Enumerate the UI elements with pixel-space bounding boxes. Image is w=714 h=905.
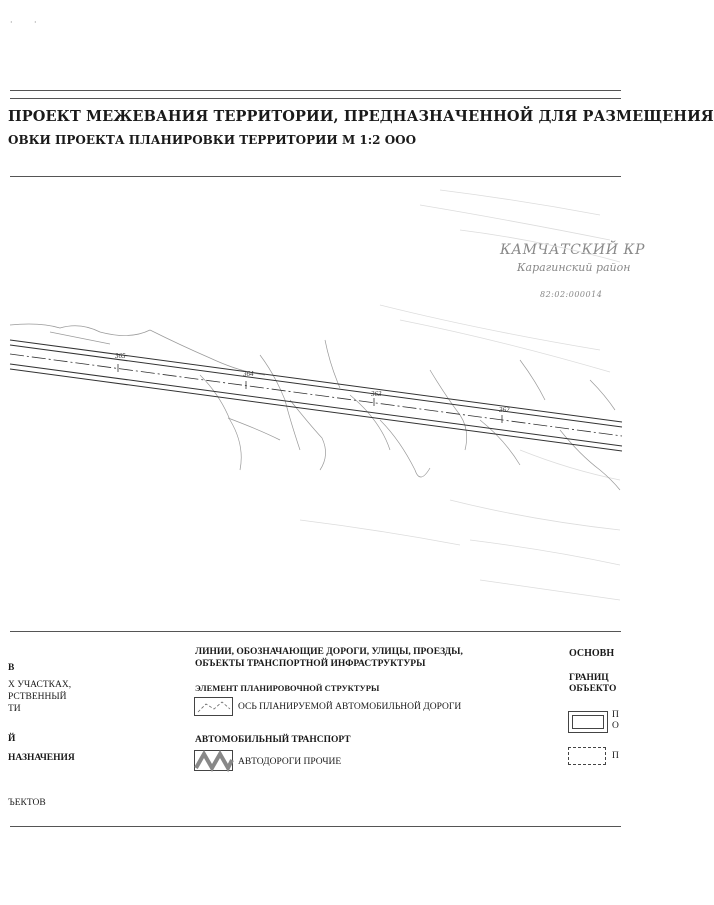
boundary-dashed-symbol — [568, 747, 606, 765]
region-label: КАМЧАТСКИЙ КР — [500, 242, 646, 258]
legend-right-subheading-line2: ОБЪЕКТО — [569, 684, 617, 694]
picket-ticks — [118, 364, 502, 423]
district-label: Карагинский район — [517, 261, 631, 274]
legend-right-item2-label: П — [612, 751, 619, 761]
legend-left-line6: НАЗНАЧЕНИЯ — [8, 753, 75, 763]
legend-other-roads-label: АВТОДОРОГИ ПРОЧИЕ — [238, 757, 342, 767]
road-axis-symbol — [194, 697, 234, 717]
stream-lines — [10, 324, 620, 490]
picket-label: 365 — [115, 352, 126, 360]
terrain-contours — [300, 190, 620, 600]
frame-line-header-bottom — [10, 176, 621, 177]
legend-road-axis-label: ОСЬ ПЛАНИРУЕМОЙ АВТОМОБИЛЬНОЙ ДОРОГИ — [238, 702, 462, 712]
road-axis-line — [10, 354, 622, 436]
frame-line-top — [10, 90, 621, 91]
legend-left-line3: РСТВЕННЫЙ — [8, 692, 67, 702]
legend-right-item1-line1: П — [612, 710, 619, 720]
picket-label: 364 — [243, 370, 254, 378]
legend-planning-structure-heading: ЭЛЕМЕНТ ПЛАНИРОВОЧНОЙ СТРУКТУРЫ — [195, 683, 380, 693]
map-canvas — [0, 180, 639, 625]
frame-line-bottom — [10, 826, 621, 827]
legend-right-item1-line2: О — [612, 721, 619, 731]
frame-line-top-inner — [10, 98, 621, 99]
boundary-solid-symbol — [568, 711, 608, 733]
legend-roads-heading-line2: ОБЪЕКТЫ ТРАНСПОРТНОЙ ИНФРАСТРУКТУРЫ — [195, 659, 426, 669]
legend-left-line5: Й — [8, 734, 16, 744]
picket-label: 362 — [499, 406, 510, 414]
scan-mark: · — [34, 18, 37, 27]
other-roads-symbol — [194, 750, 234, 772]
legend-road-transport-heading: АВТОМОБИЛЬНЫЙ ТРАНСПОРТ — [195, 735, 351, 745]
picket-label: 363 — [371, 390, 382, 398]
legend-right-heading: ОСНОВН — [569, 648, 615, 659]
road-edges — [10, 340, 622, 451]
legend-left-line4: ТИ — [8, 704, 21, 714]
legend-left-line1: В — [8, 663, 15, 673]
legend-left-line2: Х УЧАСТКАХ, — [8, 680, 72, 690]
drawing-title-line1: ПРОЕКТ МЕЖЕВАНИЯ ТЕРРИТОРИИ, ПРЕДНАЗНАЧЕННОЙ ДЛЯ РАЗМЕЩЕНИЯ — [8, 108, 714, 125]
scan-mark: · — [10, 18, 13, 27]
legend-left-line7: ЪЕКТОВ — [8, 798, 46, 808]
cadastral-number: 82:02:000014 — [540, 290, 603, 299]
drawing-title-line2: ОВКИ ПРОЕКТА ПЛАНИРОВКИ ТЕРРИТОРИИ М 1:2 ООО — [8, 133, 417, 147]
legend-roads-heading-line1: ЛИНИИ, ОБОЗНАЧАЮЩИЕ ДОРОГИ, УЛИЦЫ, ПРОЕЗДЫ, — [195, 647, 463, 657]
frame-line-legend-top — [10, 631, 621, 632]
legend-right-subheading-line1: ГРАНИЦ — [569, 673, 609, 683]
